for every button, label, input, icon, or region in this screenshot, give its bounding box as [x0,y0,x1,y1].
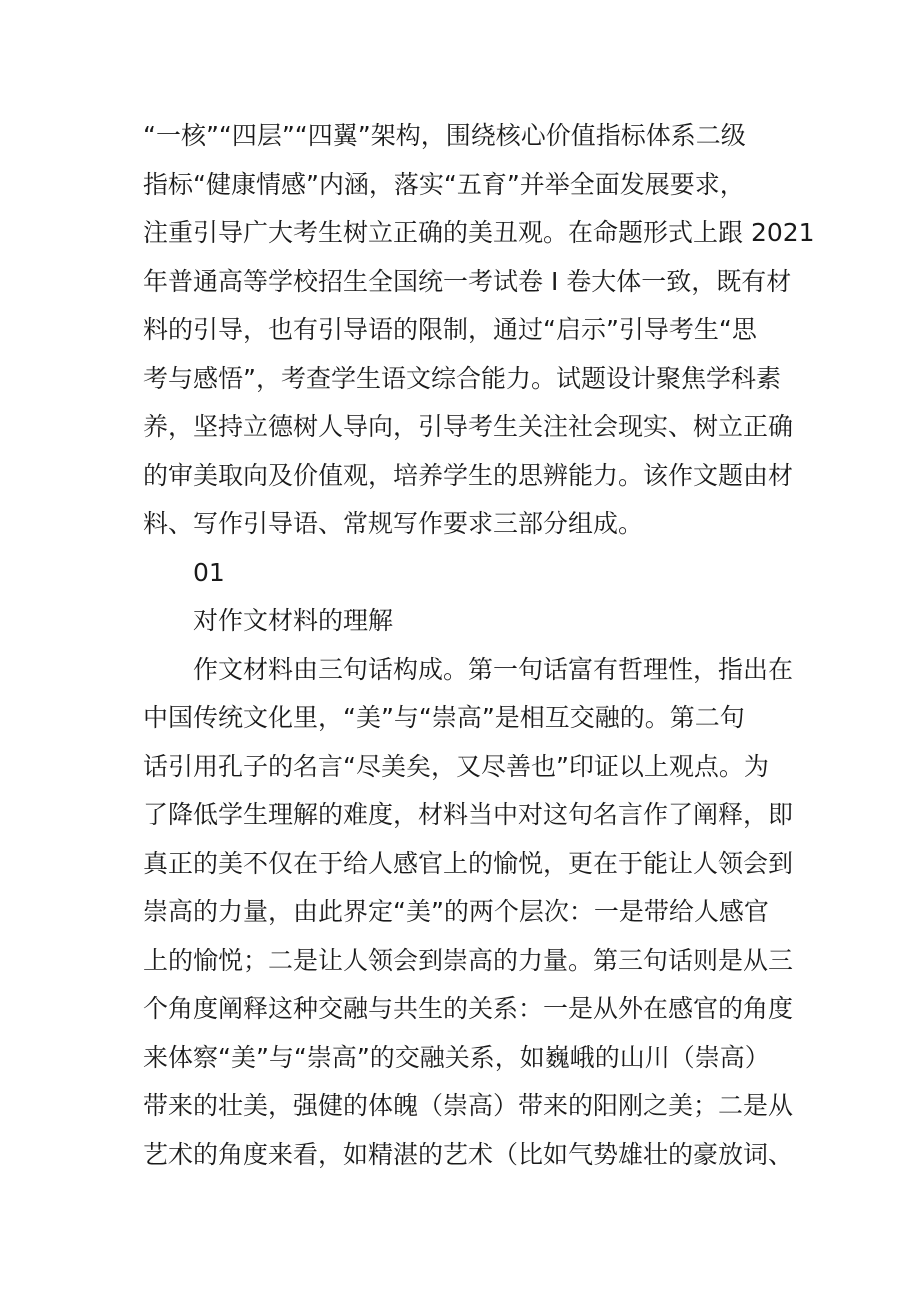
text-line: 个角度阐释这种交融与共生的关系：一是从外在感官的角度 [143,994,794,1023]
text-line: “一核”“四层”“四翼”架构，围绕核心价值指标体系二级 [143,121,746,150]
text-line: 年普通高等学校招生全国统一考试卷 I 卷大体一致，既有材 [143,266,792,296]
section-number-text: 01 [193,557,225,587]
text-line: 指标“健康情感”内涵，落实“五育”并举全面发展要求， [143,169,745,199]
text-line: 考与感悟”，考查学生语文综合能力。试题设计聚焦学科素 [143,363,781,393]
text-line: 话引用孔子的名言“尽美矣，又尽善也”印证以上观点。为 [143,751,769,781]
text-line: 中国传统文化里，“美”与“崇高”是相互交融的。第二句 [143,703,745,732]
section-title [143,597,793,646]
document-body [143,112,815,1179]
text-line: 真正的美不仅在于给人感官上的愉悦，更在于能让人领会到 [143,848,794,878]
section-number [143,549,793,598]
text-line: 料的引导，也有引导语的限制，通过“启示”引导考生“思 [143,315,757,344]
section-title-text: 对作文材料的理解 [193,606,394,635]
paragraph-intro [143,112,815,549]
text-line: 崇高的力量，由此界定“美”的两个层次：一是带给人感官 [143,897,769,926]
text-line: 养，坚持立德树人导向，引导考生关注社会现实、树立正确 [143,412,794,441]
text-line: 作文材料由三句话构成。第一句话富有哲理性，指出在 [193,654,794,684]
text-line: 带来的壮美，强健的体魄（崇高）带来的阳刚之美；二是从 [143,1091,794,1120]
text-line: 料、写作引导语、常规写作要求三部分组成。 [143,509,644,538]
text-line: 的审美取向及价值观，培养学生的思辨能力。该作文题由材 [143,460,794,490]
paragraph-material [143,646,793,1180]
text-line: 来体察“美”与“崇高”的交融关系，如巍峨的山川（崇高） [143,1042,770,1072]
text-line: 上的愉悦；二是让人领会到崇高的力量。第三句话则是从三 [143,945,794,975]
text-line: 艺术的角度来看，如精湛的艺术（比如气势雄壮的豪放词、 [143,1139,794,1169]
text-line: 了降低学生理解的难度，材料当中对这句名言作了阐释，即 [143,800,794,829]
text-line: 注重引导广大考生树立正确的美丑观。在命题形式上跟 2021 [143,218,815,247]
